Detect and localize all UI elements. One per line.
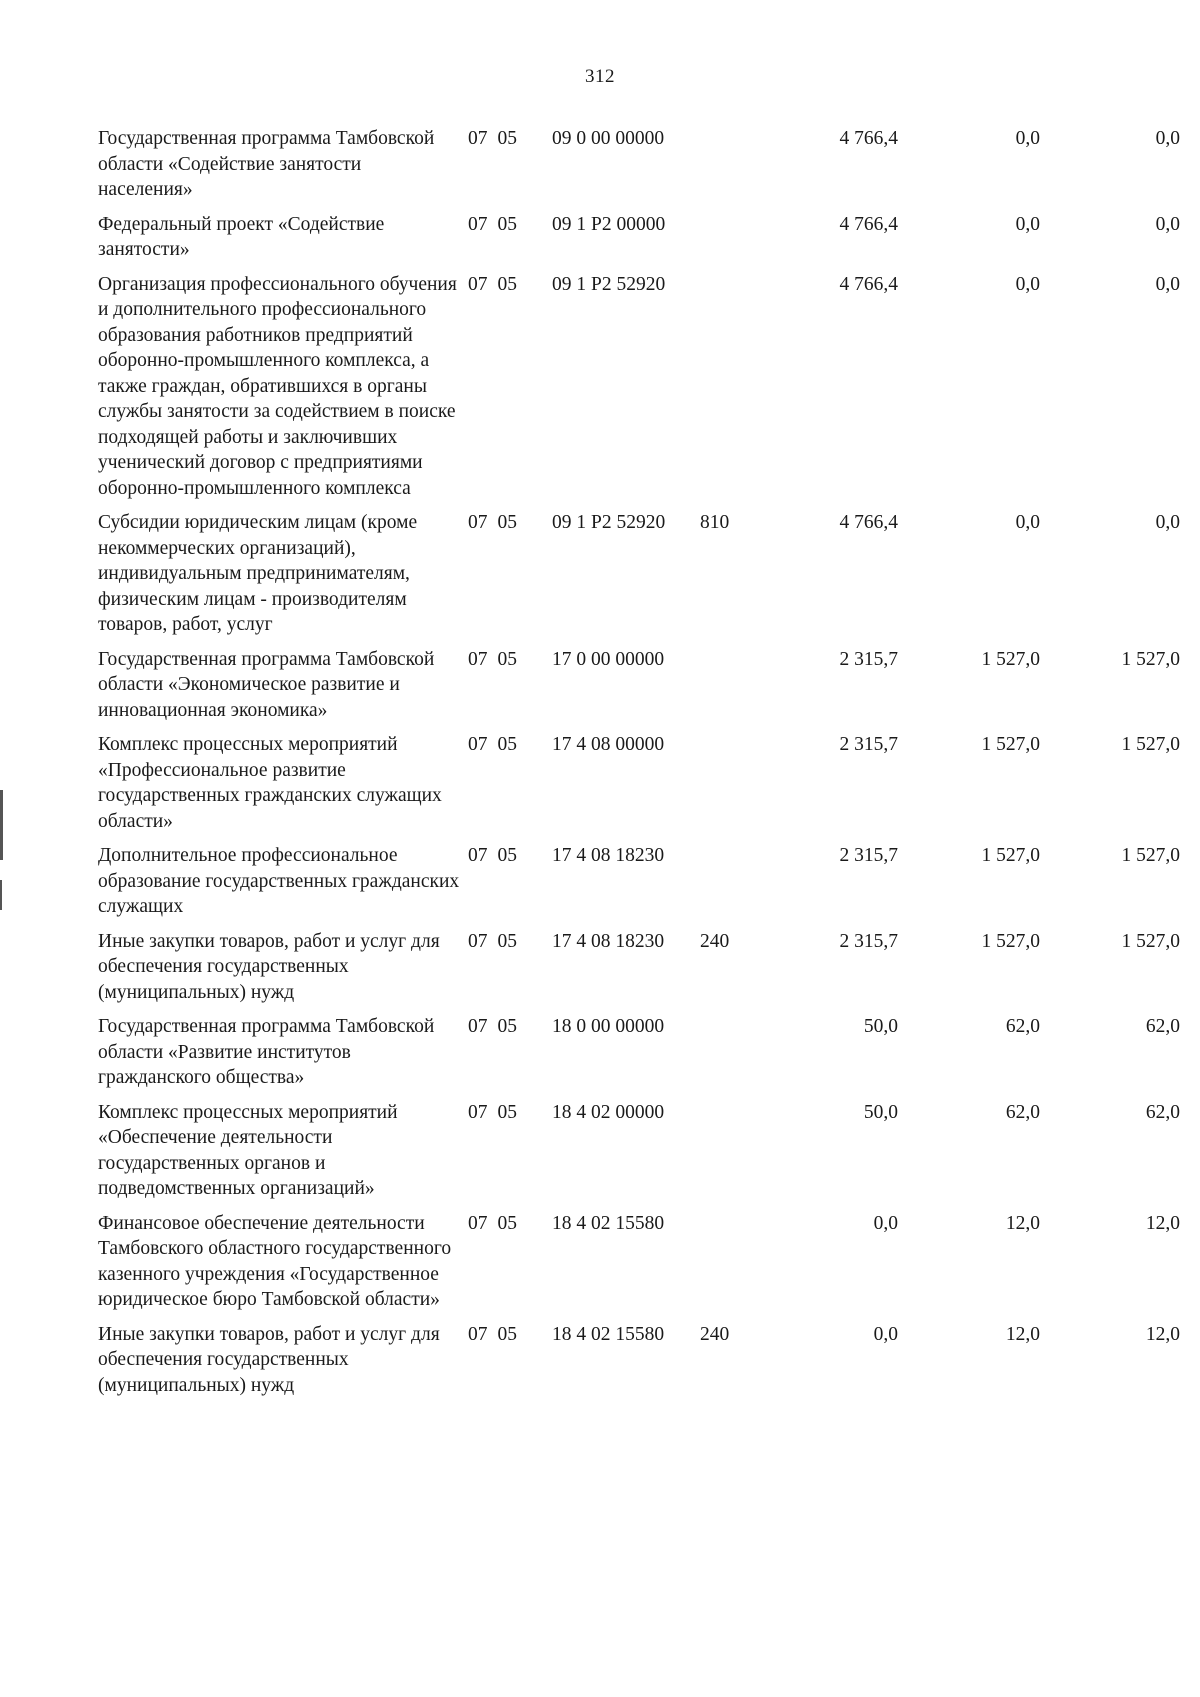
row-name: Дополнительное профессиональное образование государственных гражданских служащих <box>98 845 460 917</box>
row-value-3: 0,0 <box>1155 273 1180 295</box>
row-expense-type <box>700 1211 756 1322</box>
row-name: Субсидии юридическим лицам (кроме некоммерческих организаций), индивидуальным предпринимателям, физическим лицам - производителям товаров, работ, услуг <box>98 512 418 635</box>
budget-table <box>98 126 1180 1407</box>
row-name: Иные закупки товаров, работ и услуг для обеспечения государственных (муниципальных) нужд <box>98 930 440 1003</box>
row-value-2: 12,0 <box>1005 1323 1040 1345</box>
row-expense-type <box>700 272 756 511</box>
row-target-code: 09 1 P2 52920 <box>552 512 666 533</box>
row-expense-type <box>700 212 756 272</box>
row-value-3: 1 527,0 <box>1121 734 1180 755</box>
row-section-code <box>468 126 552 212</box>
row-section: 07 <box>468 1101 488 1123</box>
row-target-code: 17 0 00 00000 <box>552 648 665 670</box>
row-subsection: 05 <box>497 1101 517 1123</box>
row-section: 07 <box>468 128 488 149</box>
row-subsection: 05 <box>497 930 517 952</box>
row-target-code: 09 1 P2 00000 <box>552 213 666 235</box>
row-section-code <box>468 1100 552 1211</box>
row-value-1: 4 766,4 <box>839 213 898 235</box>
table-row <box>98 126 1180 212</box>
table-row <box>98 843 1180 929</box>
row-subsection: 05 <box>497 1212 517 1234</box>
row-name: Финансовое обеспечение деятельности Тамбовского областного государственного казенного учреждения «Государственное юридическое бюро Тамбовской области» <box>98 1212 452 1310</box>
row-name: Организация профессионального обучения и дополнительного профессионального образования работников предприятий оборонно-промышленного комплекса, а также граждан, обратившихся в органы службы занятости за содействием в поиске подходящей работы и заключивших ученический договор с предприятиями оборонно-промышленного комплекса <box>98 273 457 499</box>
row-value-2: 1 527,0 <box>981 648 1040 670</box>
row-expense-type <box>700 1100 756 1211</box>
row-subsection: 05 <box>497 1016 517 1037</box>
table-row <box>98 510 1180 647</box>
scan-edge-mark <box>0 880 2 910</box>
row-expense-type <box>700 126 756 212</box>
row-section: 07 <box>468 734 488 755</box>
row-name: Комплекс процессных мероприятий «Профессиональное развитие государственных гражданских служащих области» <box>98 734 442 832</box>
row-value-1: 4 766,4 <box>839 512 898 533</box>
row-value-1: 4 766,4 <box>839 128 898 149</box>
row-expense-type <box>700 647 756 733</box>
row-section-code <box>468 1014 552 1100</box>
row-subsection: 05 <box>497 128 517 149</box>
row-section: 07 <box>468 648 488 670</box>
row-value-2: 0,0 <box>1015 213 1040 235</box>
row-expense-type: 240 <box>700 1323 730 1345</box>
row-value-1: 0,0 <box>873 1323 898 1345</box>
row-expense-type: 810 <box>700 512 730 533</box>
row-section-code <box>468 1322 552 1408</box>
row-value-1: 2 315,7 <box>839 930 898 952</box>
table-body <box>98 126 1180 1407</box>
row-value-3: 1 527,0 <box>1121 648 1180 670</box>
row-section: 07 <box>468 273 488 295</box>
table-row <box>98 929 1180 1015</box>
table-row <box>98 1322 1180 1408</box>
table-row <box>98 1100 1180 1211</box>
row-name: Государственная программа Тамбовской области «Развитие институтов гражданского общества» <box>98 1016 435 1088</box>
row-target-code: 17 4 08 18230 <box>552 845 665 866</box>
row-subsection: 05 <box>497 1323 517 1345</box>
row-section: 07 <box>468 930 488 952</box>
row-value-2: 62,0 <box>1005 1016 1040 1037</box>
row-section-code <box>468 732 552 843</box>
table-row <box>98 1014 1180 1100</box>
row-target-code: 18 4 02 15580 <box>552 1323 665 1345</box>
row-name: Федеральный проект «Содействие занятости» <box>98 213 385 260</box>
table-row <box>98 212 1180 272</box>
row-value-3: 1 527,0 <box>1121 930 1180 952</box>
row-subsection: 05 <box>497 845 517 866</box>
row-section-code <box>468 843 552 929</box>
row-value-3: 0,0 <box>1155 128 1180 149</box>
row-section-code <box>468 929 552 1015</box>
row-value-3: 0,0 <box>1155 213 1180 235</box>
table-row <box>98 647 1180 733</box>
row-section: 07 <box>468 1323 488 1345</box>
row-subsection: 05 <box>497 273 517 295</box>
row-section: 07 <box>468 512 488 533</box>
row-value-1: 50,0 <box>863 1016 898 1037</box>
row-value-3: 62,0 <box>1145 1101 1180 1123</box>
row-section: 07 <box>468 213 488 235</box>
row-value-2: 0,0 <box>1015 512 1040 533</box>
row-value-2: 1 527,0 <box>981 930 1040 952</box>
row-name: Иные закупки товаров, работ и услуг для обеспечения государственных (муниципальных) нужд <box>98 1323 440 1396</box>
row-value-1: 2 315,7 <box>839 648 898 670</box>
row-value-2: 0,0 <box>1015 128 1040 149</box>
row-value-3: 62,0 <box>1145 1016 1180 1037</box>
row-value-3: 0,0 <box>1155 512 1180 533</box>
table-row <box>98 272 1180 511</box>
row-section: 07 <box>468 1212 488 1234</box>
table-row <box>98 732 1180 843</box>
row-value-2: 1 527,0 <box>981 734 1040 755</box>
row-expense-type <box>700 1014 756 1100</box>
row-subsection: 05 <box>497 213 517 235</box>
row-subsection: 05 <box>497 734 517 755</box>
row-name: Комплекс процессных мероприятий «Обеспечение деятельности государственных органов и подведомственных организаций» <box>98 1101 398 1199</box>
row-target-code: 18 4 02 15580 <box>552 1212 665 1234</box>
row-section: 07 <box>468 845 488 866</box>
row-subsection: 05 <box>497 648 517 670</box>
row-value-3: 12,0 <box>1145 1212 1180 1234</box>
row-target-code: 09 0 00 00000 <box>552 128 665 149</box>
row-value-1: 0,0 <box>873 1212 898 1234</box>
row-expense-type <box>700 732 756 843</box>
row-value-2: 12,0 <box>1005 1212 1040 1234</box>
row-name: Государственная программа Тамбовской области «Экономическое развитие и инновационная экономика» <box>98 648 435 721</box>
row-value-3: 12,0 <box>1145 1323 1180 1345</box>
row-target-code: 17 4 08 00000 <box>552 734 665 755</box>
row-section-code <box>468 272 552 511</box>
row-subsection: 05 <box>497 512 517 533</box>
row-section-code <box>468 510 552 647</box>
row-value-1: 2 315,7 <box>839 734 898 755</box>
page-number: 312 <box>585 66 615 87</box>
row-value-1: 4 766,4 <box>839 273 898 295</box>
row-value-3: 1 527,0 <box>1121 845 1180 866</box>
row-target-code: 18 0 00 00000 <box>552 1016 665 1037</box>
row-section-code <box>468 647 552 733</box>
row-section: 07 <box>468 1016 488 1037</box>
row-value-2: 0,0 <box>1015 273 1040 295</box>
row-section-code <box>468 1211 552 1322</box>
scan-edge-mark <box>0 790 3 860</box>
row-section-code <box>468 212 552 272</box>
row-target-code: 17 4 08 18230 <box>552 930 665 952</box>
row-value-1: 50,0 <box>863 1101 898 1123</box>
row-value-1: 2 315,7 <box>839 845 898 866</box>
row-value-2: 62,0 <box>1005 1101 1040 1123</box>
table-row <box>98 1211 1180 1322</box>
row-value-2: 1 527,0 <box>981 845 1040 866</box>
row-expense-type <box>700 843 756 929</box>
row-target-code: 18 4 02 00000 <box>552 1101 665 1123</box>
row-target-code: 09 1 P2 52920 <box>552 273 666 295</box>
row-expense-type: 240 <box>700 930 730 952</box>
row-name: Государственная программа Тамбовской области «Содействие занятости населения» <box>98 128 435 200</box>
